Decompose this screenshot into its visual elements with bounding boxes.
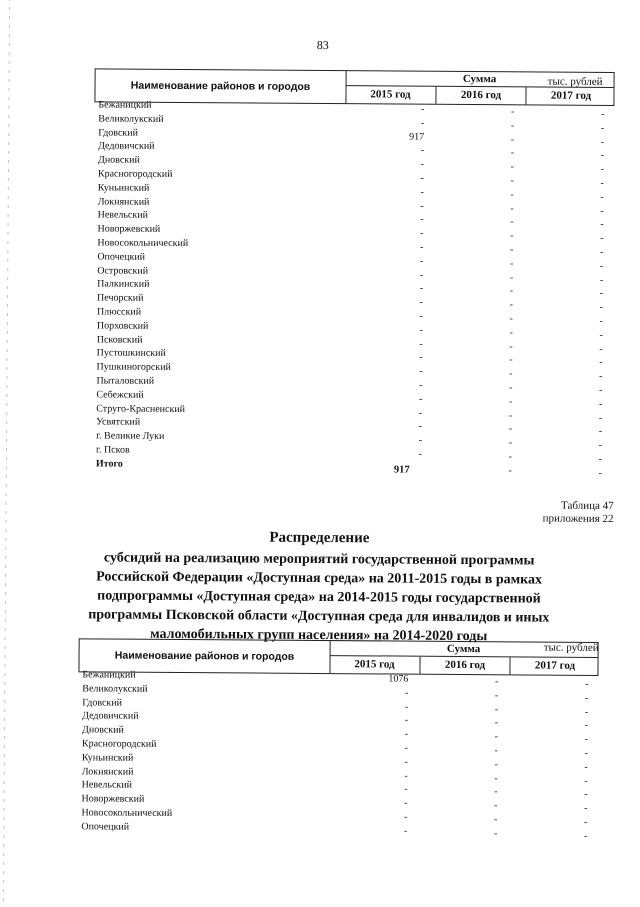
row-value-2016: - [473, 229, 513, 243]
row-name: Дновский [98, 154, 140, 168]
row-value-2017: - [563, 287, 603, 301]
row-value-2015: 917 [384, 130, 424, 144]
row-value-2016: - [474, 174, 514, 188]
section-subtitle-line: Российской Федерации «Доступная среда» на 2011-2015 годы в рамках [49, 567, 589, 590]
table-note-appendix: приложения 22 [543, 513, 614, 526]
row-name: Дедовичский [98, 140, 155, 154]
row-value-2016: - [474, 146, 514, 160]
table2-header-year-2016: 2016 год [420, 657, 510, 675]
row-value-2016: - [473, 326, 513, 340]
row-value-2016: - [474, 133, 514, 147]
row-value-2017: - [564, 149, 604, 163]
row-value-2017: - [548, 678, 588, 692]
row-value-2015: - [382, 406, 422, 420]
row-value-2016: - [474, 215, 514, 229]
row-value-2017: - [564, 163, 604, 177]
row-value-2017: - [563, 356, 603, 370]
row-value-2015: - [382, 378, 422, 392]
row-value-2017: - [564, 204, 604, 218]
row-value-2016: - [458, 785, 498, 799]
table1-unit-label: тыс. рублей [483, 75, 603, 88]
table1-header-year-2015: 2015 год [345, 86, 436, 104]
row-name: Усвятский [96, 416, 140, 430]
row-value-2015: - [383, 227, 423, 241]
row-name: Опочецкий [81, 820, 129, 834]
row-value-2017: - [547, 802, 587, 816]
row-name: Печорский [97, 292, 144, 306]
table-row [77, 820, 597, 838]
row-value-2017: - [563, 246, 603, 260]
row-value-2015: - [383, 296, 423, 310]
row-value-2015: - [384, 158, 424, 172]
row-name: Бежаницкий [98, 98, 151, 112]
table2-header-names: Наименование районов и городов [79, 639, 330, 673]
row-value-2016: - [472, 450, 512, 464]
row-value-2016: - [458, 730, 498, 744]
row-value-2015: - [383, 282, 423, 296]
row-value-2015: - [368, 728, 408, 742]
scan-edge-artifact [3, 0, 10, 903]
row-value-2017: - [548, 733, 588, 747]
row-name: Красногородский [98, 167, 173, 182]
table2-header-year-2017: 2017 год [510, 657, 599, 675]
row-value-2017: - [562, 370, 602, 384]
row-value-2016: - [473, 271, 513, 285]
row-value-2016: - [473, 243, 513, 257]
row-value-2016: - [458, 675, 498, 689]
row-value-2017: - [547, 829, 587, 843]
row-value-2017: - [548, 788, 588, 802]
row-name: Великолукский [82, 682, 147, 696]
row-name: Себежский [96, 388, 143, 402]
row-value-2015: - [383, 351, 423, 365]
row-name: Плюсский [97, 305, 141, 319]
section-subtitle-line: маломобильных групп населения» на 2014-2020 годы [49, 624, 589, 647]
row-value-2016: - [473, 298, 513, 312]
row-value-2016: - [458, 772, 498, 786]
table1 [92, 68, 615, 482]
row-value-2017: - [562, 411, 602, 425]
row-value-2016: - [474, 119, 514, 133]
row-value-2017: - [548, 691, 588, 705]
row-name: Локнянский [82, 765, 134, 779]
row-name: Дедовичский [82, 710, 139, 724]
row-value-2015: - [368, 755, 408, 769]
row-value-2016: - [474, 160, 514, 174]
row-value-2017: - [562, 425, 602, 439]
row-name: Островский [97, 264, 148, 278]
row-value-2017: - [562, 397, 602, 411]
row-name: Невельский [98, 209, 148, 223]
section-subtitle-line: программы Псковской области «Доступная среда для инвалидов и иных [49, 605, 589, 628]
table2 [77, 638, 598, 847]
row-value-2017: - [563, 301, 603, 315]
row-name: Красногородский [82, 737, 157, 752]
row-value-2015: - [384, 213, 424, 227]
row-value-2016: - [472, 464, 512, 478]
row-value-2016: - [474, 105, 514, 119]
row-value-2017: - [548, 760, 588, 774]
row-value-2016: - [458, 716, 498, 730]
row-value-2015: - [384, 185, 424, 199]
row-value-2017: - [564, 177, 604, 191]
row-value-2015: - [384, 171, 424, 185]
table-row [92, 457, 612, 475]
row-value-2016: - [457, 827, 497, 841]
row-name: г. Великие Луки [96, 430, 164, 444]
row-value-2016: - [472, 422, 512, 436]
row-value-2017: - [548, 774, 588, 788]
row-value-2015: - [368, 714, 408, 728]
row-name: Бежаницкий [82, 668, 135, 682]
row-value-2015: - [384, 199, 424, 213]
row-value-2017: - [548, 705, 588, 719]
row-value-2017: - [548, 747, 588, 761]
row-value-2015: - [368, 769, 408, 783]
row-name: Новосокольнический [97, 236, 188, 251]
row-value-2016: - [474, 188, 514, 202]
row-value-2017: - [563, 315, 603, 329]
row-name: Куньинский [98, 181, 150, 195]
row-name: Куньинский [82, 751, 134, 765]
row-value-2015: - [384, 102, 424, 116]
row-name: Опочецкий [97, 250, 145, 264]
row-value-2016: - [472, 395, 512, 409]
row-value-2016: - [458, 744, 498, 758]
row-value-2017: - [564, 218, 604, 232]
row-value-2017: - [548, 719, 588, 733]
row-name: Великолукский [98, 112, 163, 126]
table1-header-sum: Сумма [346, 71, 614, 88]
row-value-2017: - [562, 439, 602, 453]
row-name: Гдовский [98, 126, 138, 140]
page-number: 83 [3, 36, 640, 55]
row-value-2017: - [563, 232, 603, 246]
row-value-2016: - [472, 367, 512, 381]
row-value-2015: - [367, 810, 407, 824]
row-name: Невельский [82, 779, 132, 793]
table1-header-year-2017: 2017 год [526, 87, 615, 105]
row-value-2015: - [367, 797, 407, 811]
section-subtitle-line: подпрограммы «Доступная среда» на 2014-2015 годы государственной [49, 586, 589, 609]
table2-unit-label: тыс. рублей [479, 641, 599, 654]
row-value-2016: - [472, 436, 512, 450]
row-value-2017: - [563, 328, 603, 342]
row-value-2017: - [562, 453, 602, 467]
row-value-2016: - [473, 340, 513, 354]
row-value-2015: - [383, 337, 423, 351]
row-name: Новосокольнический [81, 806, 172, 821]
row-value-2017: - [564, 135, 604, 149]
row-value-2017: - [564, 190, 604, 204]
row-name: Гдовский [82, 696, 122, 710]
row-value-2016: - [458, 703, 498, 717]
row-value-2016: - [458, 689, 498, 703]
row-value-2017: - [564, 121, 604, 135]
section-subtitle-line: субсидий на реализацию мероприятий государственной программы [49, 548, 589, 571]
row-value-2015: - [367, 824, 407, 838]
row-name: Пушкиногорский [97, 361, 171, 376]
row-value-2017: - [563, 273, 603, 287]
table1-header-names: Наименование районов и городов [95, 69, 346, 103]
row-value-2017: - [564, 108, 604, 122]
row-value-2017: - [563, 342, 603, 356]
row-value-2016: - [474, 202, 514, 216]
row-name: г. Псков [96, 443, 130, 457]
row-name: Новоржевский [82, 793, 145, 807]
table2-header-sum: Сумма [330, 641, 598, 658]
table2-header-year-2015: 2015 год [329, 656, 420, 674]
row-value-2016: - [473, 257, 513, 271]
row-value-2015: 1076 [368, 672, 408, 686]
row-value-2016: - [457, 813, 497, 827]
row-value-2015: - [368, 741, 408, 755]
row-name: Локнянский [98, 195, 150, 209]
row-name: Псковский [97, 333, 143, 347]
row-name: Новоржевский [97, 223, 160, 237]
row-name: Пустошкинский [97, 347, 166, 361]
section-subtitle [49, 548, 590, 647]
row-name: Дновский [82, 724, 124, 738]
row-name: Пыталовский [96, 374, 154, 388]
row-value-2015: - [383, 323, 423, 337]
row-name: Итого [96, 457, 123, 471]
row-value-2015: - [382, 434, 422, 448]
row-name: Порховский [97, 319, 149, 333]
table-note [543, 500, 614, 526]
row-value-2015: - [384, 144, 424, 158]
row-value-2015: - [383, 254, 423, 268]
row-value-2016: - [458, 758, 498, 772]
section-title: Распределение [0, 528, 639, 549]
row-value-2015: - [383, 240, 423, 254]
row-name: Струго-Красненский [96, 402, 185, 417]
row-value-2017: - [563, 259, 603, 273]
row-name: Палкинский [97, 278, 149, 292]
row-value-2015: - [384, 116, 424, 130]
row-value-2016: - [473, 312, 513, 326]
table1-total-2015: 917 [394, 465, 410, 476]
row-value-2015: - [383, 268, 423, 282]
row-value-2016: - [473, 353, 513, 367]
row-value-2015: - [382, 365, 422, 379]
table-note-number: Таблица 47 [543, 500, 614, 513]
row-value-2016: - [457, 799, 497, 813]
row-value-2015: - [382, 392, 422, 406]
row-value-2015: - [382, 420, 422, 434]
row-value-2015: - [383, 309, 423, 323]
row-value-2015: - [368, 700, 408, 714]
row-value-2017: - [547, 816, 587, 830]
row-value-2016: - [472, 409, 512, 423]
row-value-2016: - [472, 381, 512, 395]
row-value-2015: - [368, 686, 408, 700]
row-value-2016: - [473, 284, 513, 298]
table1-header-year-2016: 2016 год [436, 87, 526, 105]
row-value-2017: - [562, 466, 602, 480]
row-value-2015: - [368, 783, 408, 797]
row-value-2017: - [562, 384, 602, 398]
row-value-2015: - [382, 447, 422, 461]
